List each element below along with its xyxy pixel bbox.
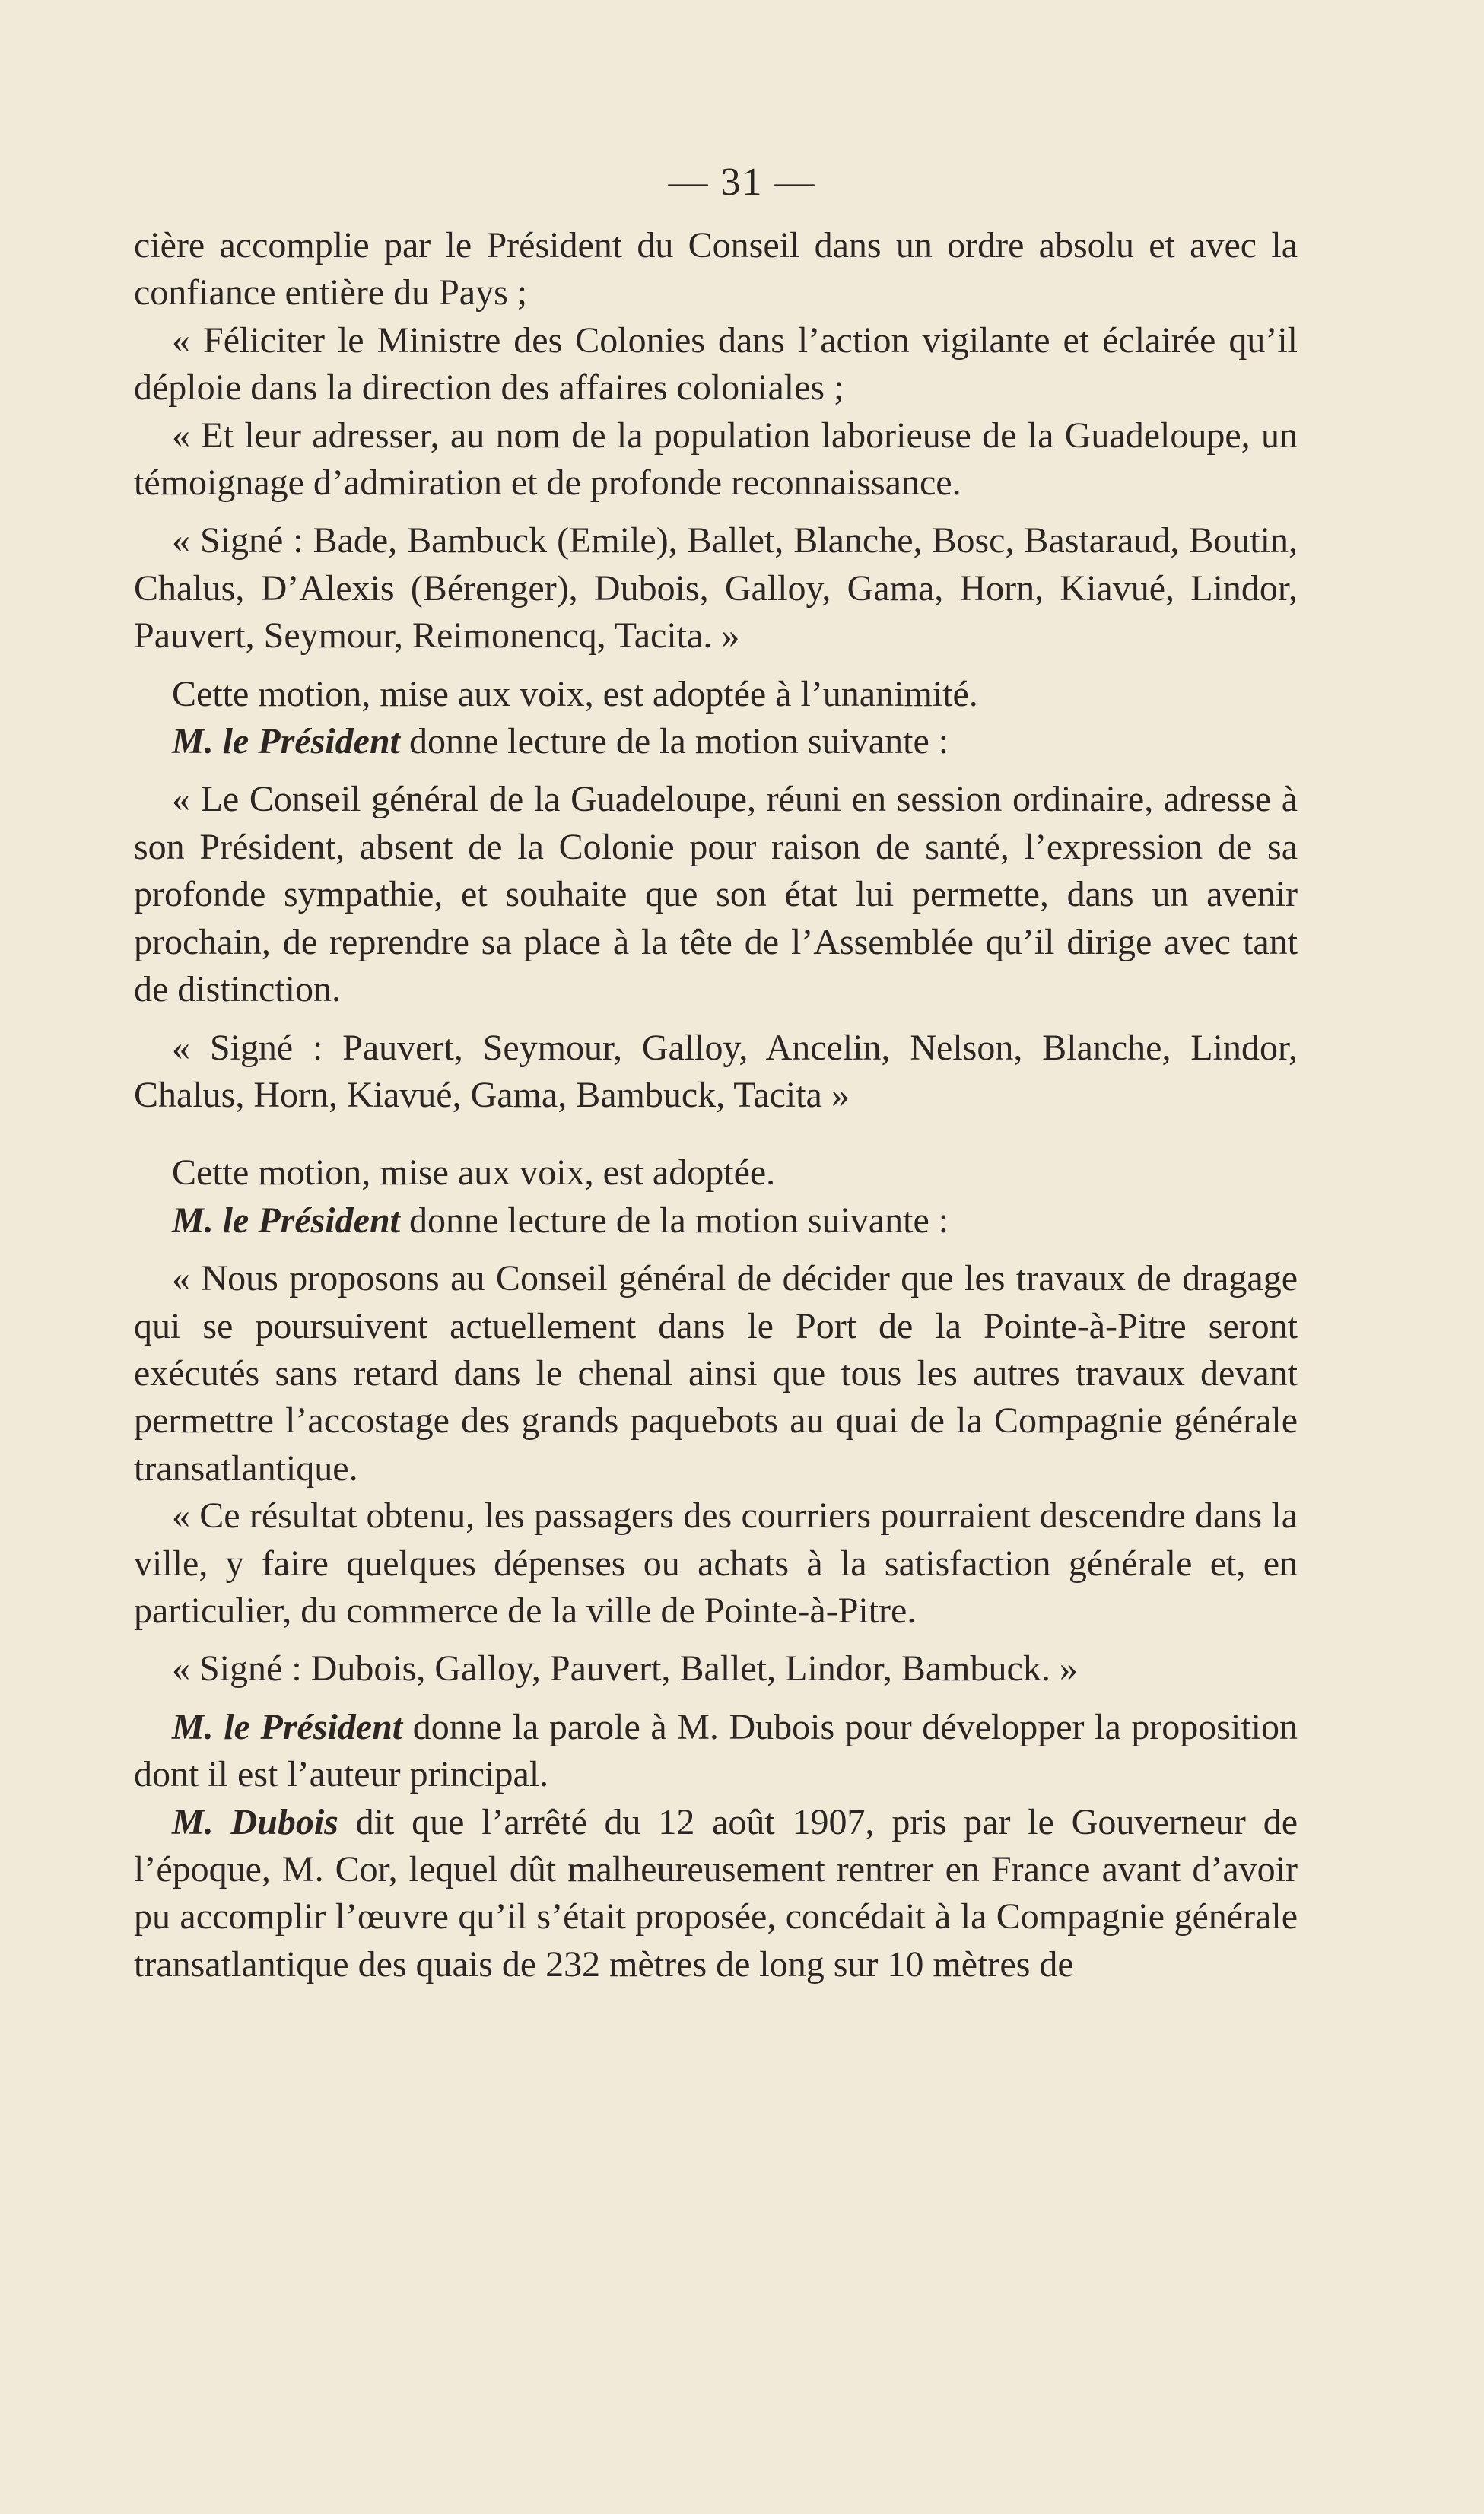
paragraph-14 bbox=[134, 1704, 1298, 1799]
signatures-1: « Signé : Bade, Bambuck (Emile), Ballet, Blanche, Bosc, Bastaraud, Boutin, Chalus, D’Alexis (Bérenger), Dubois, Galloy, Gama, Horn, Kiavué, Lindor, Pauvert, Seymour, Reimonencq, Tacita. » bbox=[134, 520, 1298, 656]
paragraph-6 bbox=[134, 718, 1298, 765]
speaker-dubois: M. Dubois bbox=[172, 1801, 338, 1842]
signatures-3: « Signé : Dubois, Galloy, Pauvert, Ballet, Lindor, Bambuck. » bbox=[172, 1648, 1078, 1689]
speaker-president: M. le Président bbox=[172, 721, 400, 762]
paragraph-12: « Ce résultat obtenu, les passagers des courriers pourraient descendre dans la ville, y faire quelques dépenses ou achats à la satisfaction générale et, en particulier, du commerce de la ville de Pointe-à-Pitre. bbox=[134, 1495, 1298, 1631]
speaker-president: M. le Président bbox=[172, 1706, 403, 1747]
paragraph-14-text: donne la parole à M. Dubois pour développer la proposition dont il est l’auteur principal. bbox=[134, 1706, 1298, 1795]
motion-3: « Nous proposons au Conseil général de décider que les travaux de dragage qui se poursuivent actuellement dans le Port de la Pointe-à-Pitre seront exécutés sans retard dans le chenal ainsi que tous les autres travaux devant permettre l’accostage des grands paquebots au quai de la Compagnie générale transatlantique. bbox=[134, 1258, 1298, 1489]
paragraph-10-text: donne lecture de la motion suivante : bbox=[399, 1200, 949, 1241]
paragraph-10 bbox=[134, 1197, 1298, 1244]
paragraph-15-text: dit que l’arrêté du 12 août 1907, pris par le Gouverneur de l’époque, M. Cor, lequel dût malheureusement rentrer en France avant d’avoir pu accomplir l’œuvre qu’il s’était proposée, concédait à la Compagnie générale transatlantique des quais de 232 mètres de long sur 10 mètres de bbox=[134, 1801, 1298, 1985]
paragraph-3: « Et leur adresser, au nom de la population laborieuse de la Guadeloupe, un témoignage d’admiration et de profonde reconnaissance. bbox=[134, 415, 1298, 504]
paragraph-6-text: donne lecture de la motion suivante : bbox=[399, 721, 949, 762]
paragraph-15 bbox=[134, 1799, 1298, 1989]
paragraph-1: cière accomplie par le Président du Conseil dans un ordre absolu et avec la confiance entière du Pays ; bbox=[134, 225, 1298, 313]
body-text bbox=[134, 222, 1298, 1988]
paragraph-5: Cette motion, mise aux voix, est adoptée à l’unanimité. bbox=[172, 673, 978, 714]
page-number: — 31 — bbox=[668, 161, 816, 204]
speaker-president: M. le Président bbox=[172, 1200, 400, 1241]
paragraph-2: « Féliciter le Ministre des Colonies dans l’action vigilante et éclairée qu’il déploie dans la direction des affaires coloniales ; bbox=[134, 319, 1298, 408]
motion-2: « Le Conseil général de la Guadeloupe, réuni en session ordinaire, adresse à son Président, absent de la Colonie pour raison de santé, l’expression de sa profonde sympathie, et souhaite que son état lui permette, dans un avenir prochain, de reprendre sa place à la tête de l’Assemblée qu’il dirige avec tant de distinction. bbox=[134, 779, 1298, 1010]
paragraph-9: Cette motion, mise aux voix, est adoptée. bbox=[172, 1152, 776, 1193]
signatures-2: « Signé : Pauvert, Seymour, Galloy, Ancelin, Nelson, Blanche, Lindor, Chalus, Horn, Kiavué, Gama, Bambuck, Tacita » bbox=[134, 1027, 1298, 1115]
